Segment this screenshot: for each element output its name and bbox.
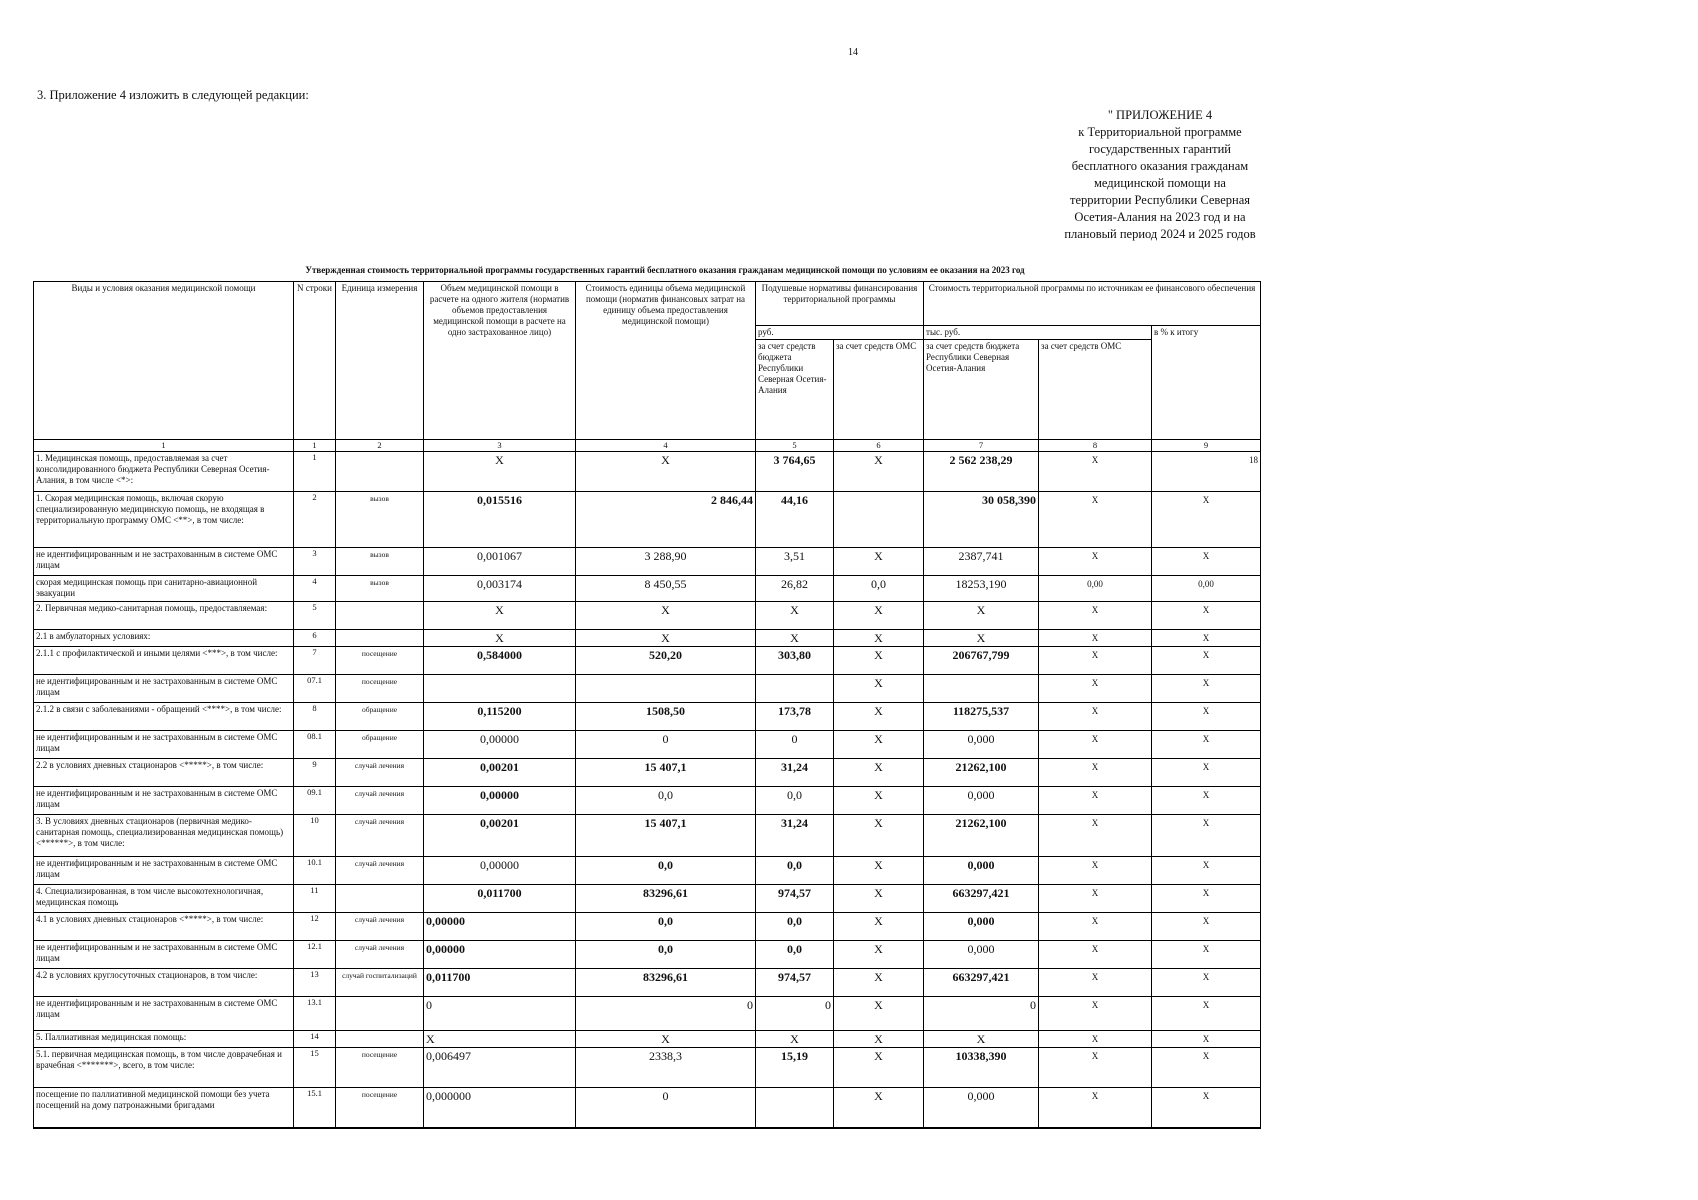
cell-col-4: 0,00000 — [424, 941, 576, 969]
cell-col-7: X — [834, 815, 924, 857]
cell-col-5: 2 846,44 — [576, 492, 756, 548]
cell-col-8: 21262,100 — [924, 759, 1039, 787]
cell-col-8: 2387,741 — [924, 548, 1039, 576]
cell-col-6 — [756, 1088, 834, 1128]
cell-col-6: 0,0 — [756, 913, 834, 941]
cell-col-4: X — [424, 602, 576, 630]
cell-col-9: X — [1039, 885, 1152, 913]
cell-col-10: X — [1152, 731, 1261, 759]
cell-col-7: 0,0 — [834, 576, 924, 602]
cell-col-7: X — [834, 759, 924, 787]
cell-col-1: 2.2 в условиях дневных стационаров <*****>, в том числе: — [34, 759, 294, 787]
cell-col-1: 1. Медицинская помощь, предоставляемая за счет консолидированного бюджета Республики Северная Осетия-Алания, в том числе <*>: — [34, 452, 294, 492]
table-row — [34, 647, 1261, 675]
cell-col-7: X — [834, 997, 924, 1031]
cell-col-9: X — [1039, 913, 1152, 941]
cell-col-3 — [336, 885, 424, 913]
cell-col-1: 2. Первичная медико-санитарная помощь, предоставляемая: — [34, 602, 294, 630]
cell-col-3: посещение — [336, 675, 424, 703]
cell-col-10: X — [1152, 885, 1261, 913]
header-cost: Стоимость единицы объема медицинской помощи (норматив финансовых затрат на единицу объема предоставления медицинской помощи) — [576, 282, 756, 440]
cell-col-4: 0,00000 — [424, 857, 576, 885]
cell-col-2: 1 — [294, 452, 336, 492]
cell-col-10: X — [1152, 997, 1261, 1031]
cell-col-5: X — [576, 452, 756, 492]
cell-col-5: 15 407,1 — [576, 759, 756, 787]
appendix-line: территории Республики Северная — [1070, 193, 1250, 207]
cell-col-9: X — [1039, 759, 1152, 787]
cell-col-8: 0,000 — [924, 787, 1039, 815]
cell-col-3: случай госпитализаций — [336, 969, 424, 997]
cell-col-6: 31,24 — [756, 759, 834, 787]
cell-col-7: X — [834, 941, 924, 969]
cell-col-9: 0,00 — [1039, 576, 1152, 602]
cell-col-4: 0,011700 — [424, 885, 576, 913]
header-percent: в % к итогу — [1152, 326, 1261, 440]
cell-col-5 — [576, 675, 756, 703]
cost-table — [33, 281, 1261, 1129]
cell-col-8: 0,000 — [924, 941, 1039, 969]
cell-col-7 — [834, 492, 924, 548]
cell-col-2: 6 — [294, 630, 336, 647]
cell-col-9: X — [1039, 703, 1152, 731]
table-row — [34, 941, 1261, 969]
cell-col-5: 0,0 — [576, 857, 756, 885]
table-row — [34, 576, 1261, 602]
cell-col-6: 0,0 — [756, 857, 834, 885]
cell-col-7: X — [834, 857, 924, 885]
cell-col-8 — [924, 675, 1039, 703]
cell-col-2: 5 — [294, 602, 336, 630]
table-row — [34, 1088, 1261, 1128]
cell-col-8: 30 058,390 — [924, 492, 1039, 548]
cell-col-3 — [336, 452, 424, 492]
cell-col-2: 07.1 — [294, 675, 336, 703]
cell-col-6: 15,19 — [756, 1048, 834, 1088]
cell-col-9: X — [1039, 857, 1152, 885]
appendix-line: плановый период 2024 и 2025 годов — [1064, 227, 1256, 241]
cell-col-1: не идентифицированным и не застрахованным в системе ОМС лицам — [34, 941, 294, 969]
cell-col-6: X — [756, 630, 834, 647]
cell-col-6: 0 — [756, 997, 834, 1031]
header-kind: Виды и условия оказания медицинской помощи — [34, 282, 294, 440]
appendix-line: " ПРИЛОЖЕНИЕ 4 — [1107, 108, 1213, 122]
cell-col-6: 0,0 — [756, 787, 834, 815]
col-number: 7 — [924, 440, 1039, 452]
cell-col-9: X — [1039, 941, 1152, 969]
cell-col-2: 08.1 — [294, 731, 336, 759]
header-by-source: Стоимость территориальной программы по источникам ее финансового обеспечения — [924, 282, 1261, 326]
cell-col-8: 663297,421 — [924, 885, 1039, 913]
col-number: 2 — [336, 440, 424, 452]
cell-col-4: 0,001067 — [424, 548, 576, 576]
cell-col-7: X — [834, 885, 924, 913]
appendix-line: государственных гарантий — [1089, 142, 1231, 156]
cell-col-3: посещение — [336, 647, 424, 675]
cell-col-2: 09.1 — [294, 787, 336, 815]
cell-col-7: X — [834, 675, 924, 703]
cell-col-3 — [336, 630, 424, 647]
table-row — [34, 630, 1261, 647]
cell-col-8: 0,000 — [924, 731, 1039, 759]
cell-col-9: X — [1039, 602, 1152, 630]
cell-col-6: 303,80 — [756, 647, 834, 675]
cell-col-4 — [424, 675, 576, 703]
cell-col-2: 9 — [294, 759, 336, 787]
cell-col-9: X — [1039, 815, 1152, 857]
cell-col-8: 0,000 — [924, 1088, 1039, 1128]
header-budget-rub: за счет средств бюджета Республики Северная Осетия-Алания — [756, 340, 834, 440]
cell-col-4: 0,011700 — [424, 969, 576, 997]
cell-col-8: 118275,537 — [924, 703, 1039, 731]
cell-col-7: X — [834, 913, 924, 941]
table-row — [34, 602, 1261, 630]
cell-col-1: 1. Скорая медицинская помощь, включая скорую специализированную медицинскую помощь, не входящая в территориальную программу ОМС <**>, в том числе: — [34, 492, 294, 548]
cell-col-3: обращение — [336, 731, 424, 759]
cell-col-10: 18 — [1152, 452, 1261, 492]
cell-col-6: 26,82 — [756, 576, 834, 602]
cell-col-3: случай лечения — [336, 815, 424, 857]
cell-col-10: X — [1152, 941, 1261, 969]
cell-col-1: не идентифицированным и не застрахованным в системе ОМС лицам — [34, 675, 294, 703]
cell-col-4: 0,000000 — [424, 1088, 576, 1128]
cell-col-9: X — [1039, 630, 1152, 647]
cell-col-1: не идентифицированным и не застрахованным в системе ОМС лицам — [34, 857, 294, 885]
cell-col-3: случай лечения — [336, 787, 424, 815]
cell-col-6: 31,24 — [756, 815, 834, 857]
cell-col-6: 974,57 — [756, 885, 834, 913]
table-row — [34, 703, 1261, 731]
table-row — [34, 731, 1261, 759]
cell-col-7: X — [834, 731, 924, 759]
cell-col-5: X — [576, 630, 756, 647]
cell-col-8: X — [924, 1031, 1039, 1048]
cell-col-5: 520,20 — [576, 647, 756, 675]
cell-col-7: X — [834, 969, 924, 997]
table-row — [34, 1031, 1261, 1048]
cell-col-4: 0,00201 — [424, 759, 576, 787]
cell-col-2: 10 — [294, 815, 336, 857]
cell-col-9: X — [1039, 731, 1152, 759]
cell-col-5: 0 — [576, 997, 756, 1031]
cell-col-8: 2 562 238,29 — [924, 452, 1039, 492]
cell-col-6: 3 764,65 — [756, 452, 834, 492]
cell-col-4: 0,003174 — [424, 576, 576, 602]
cell-col-2: 8 — [294, 703, 336, 731]
cell-col-1: 5.1. первичная медицинская помощь, в том числе доврачебная и врачебная <*******>, всего, в том числе: — [34, 1048, 294, 1088]
cell-col-3: посещение — [336, 1088, 424, 1128]
cell-col-5: 0,0 — [576, 787, 756, 815]
table-row — [34, 997, 1261, 1031]
cell-col-5: 1508,50 — [576, 703, 756, 731]
cell-col-10: X — [1152, 1088, 1261, 1128]
cell-col-9: X — [1039, 548, 1152, 576]
table-row — [34, 492, 1261, 548]
cell-col-2: 15 — [294, 1048, 336, 1088]
header-line-no: N строки — [294, 282, 336, 440]
cell-col-2: 3 — [294, 548, 336, 576]
cell-col-4: X — [424, 1031, 576, 1048]
cell-col-1: не идентифицированным и не застрахованным в системе ОМС лицам — [34, 997, 294, 1031]
cell-col-10: X — [1152, 647, 1261, 675]
cell-col-4: 0,00000 — [424, 787, 576, 815]
cell-col-7: X — [834, 452, 924, 492]
cell-col-6: 0 — [756, 731, 834, 759]
cell-col-1: 5. Паллиативная медицинская помощь: — [34, 1031, 294, 1048]
table-row — [34, 787, 1261, 815]
header-rub: руб. — [756, 326, 924, 340]
appendix-line: медицинской помощи на — [1093, 176, 1226, 190]
table-row — [34, 857, 1261, 885]
cell-col-7: X — [834, 1048, 924, 1088]
cell-col-9: X — [1039, 452, 1152, 492]
cell-col-1: 4.2 в условиях круглосуточных стационаров, в том числе: — [34, 969, 294, 997]
cell-col-6: X — [756, 1031, 834, 1048]
cell-col-1: 2.1.1 с профилактической и иными целями <***>, в том числе: — [34, 647, 294, 675]
cell-col-9: X — [1039, 675, 1152, 703]
cell-col-4: 0,00000 — [424, 731, 576, 759]
cell-col-3: случай лечения — [336, 759, 424, 787]
cell-col-6: 173,78 — [756, 703, 834, 731]
page-number: 14 — [848, 47, 858, 58]
cell-col-9: X — [1039, 1031, 1152, 1048]
cell-col-10: X — [1152, 787, 1261, 815]
table-title: Утвержденная стоимость территориальной программы государственных гарантий бесплатного оказания гражданам медицинской помощи по условиям ее оказания на 2023 год — [305, 265, 1025, 275]
cell-col-2: 12.1 — [294, 941, 336, 969]
table-row — [34, 969, 1261, 997]
cell-col-4: 0,584000 — [424, 647, 576, 675]
cell-col-7: X — [834, 602, 924, 630]
table-row — [34, 1048, 1261, 1088]
cell-col-10: X — [1152, 1048, 1261, 1088]
table-row — [34, 913, 1261, 941]
table-row — [34, 452, 1261, 492]
cell-col-8: 0 — [924, 997, 1039, 1031]
cell-col-3 — [336, 997, 424, 1031]
intro-text: 3. Приложение 4 изложить в следующей редакции: — [37, 88, 309, 102]
cell-col-1: 4. Специализированная, в том числе высокотехнологичная, медицинская помощь — [34, 885, 294, 913]
cell-col-8: 0,000 — [924, 913, 1039, 941]
appendix-line: к Территориальной программе — [1078, 125, 1242, 139]
cell-col-10: X — [1152, 1031, 1261, 1048]
header-per-capita: Подушевые нормативы финансирования территориальной программы — [756, 282, 924, 326]
cell-col-7: X — [834, 548, 924, 576]
cell-col-9: X — [1039, 1088, 1152, 1128]
cell-col-5: 8 450,55 — [576, 576, 756, 602]
cell-col-4: 0,00000 — [424, 913, 576, 941]
cell-col-10: X — [1152, 703, 1261, 731]
cell-col-3: случай лечения — [336, 941, 424, 969]
col-number: 1 — [294, 440, 336, 452]
table-row — [34, 548, 1261, 576]
cell-col-4: X — [424, 630, 576, 647]
appendix-header — [1045, 107, 1275, 243]
cell-col-10: X — [1152, 492, 1261, 548]
cell-col-8: 0,000 — [924, 857, 1039, 885]
col-number: 9 — [1152, 440, 1261, 452]
cell-col-8: 18253,190 — [924, 576, 1039, 602]
cell-col-4: 0,006497 — [424, 1048, 576, 1088]
cell-col-9: X — [1039, 969, 1152, 997]
cell-col-8: X — [924, 602, 1039, 630]
cell-col-1: не идентифицированным и не застрахованным в системе ОМС лицам — [34, 787, 294, 815]
cell-col-2: 13 — [294, 969, 336, 997]
cell-col-7: X — [834, 703, 924, 731]
cell-col-7: X — [834, 1031, 924, 1048]
cell-col-3 — [336, 1031, 424, 1048]
cell-col-5: 0,0 — [576, 913, 756, 941]
table-body — [34, 452, 1261, 1128]
cell-col-8: 206767,799 — [924, 647, 1039, 675]
col-number: 8 — [1039, 440, 1152, 452]
cell-col-6 — [756, 675, 834, 703]
cell-col-3 — [336, 602, 424, 630]
cell-col-1: посещение по паллиативной медицинской помощи без учета посещений на дому патронажными бригадами — [34, 1088, 294, 1128]
cell-col-10: X — [1152, 630, 1261, 647]
appendix-line: Осетия-Алания на 2023 год и на — [1074, 210, 1246, 224]
cell-col-2: 11 — [294, 885, 336, 913]
cell-col-3: посещение — [336, 1048, 424, 1088]
cell-col-10: X — [1152, 815, 1261, 857]
col-number: 1 — [34, 440, 294, 452]
cell-col-2: 10.1 — [294, 857, 336, 885]
cell-col-5: 83296,61 — [576, 969, 756, 997]
cell-col-1: 2.1 в амбулаторных условиях: — [34, 630, 294, 647]
cell-col-3: обращение — [336, 703, 424, 731]
cell-col-3: вызов — [336, 576, 424, 602]
col-number: 5 — [756, 440, 834, 452]
cell-col-10: X — [1152, 857, 1261, 885]
cell-col-9: X — [1039, 647, 1152, 675]
cell-col-2: 12 — [294, 913, 336, 941]
table-row — [34, 815, 1261, 857]
cell-col-10: 0,00 — [1152, 576, 1261, 602]
col-number: 6 — [834, 440, 924, 452]
cell-col-5: 0 — [576, 731, 756, 759]
cell-col-10: X — [1152, 759, 1261, 787]
col-number: 3 — [424, 440, 576, 452]
cell-col-2: 2 — [294, 492, 336, 548]
cell-col-3: случай лечения — [336, 913, 424, 941]
cell-col-9: X — [1039, 1048, 1152, 1088]
cell-col-6: 0,0 — [756, 941, 834, 969]
header-unit: Единица измерения — [336, 282, 424, 440]
cell-col-5: 15 407,1 — [576, 815, 756, 857]
cell-col-4: 0,00201 — [424, 815, 576, 857]
cell-col-1: скорая медицинская помощь при санитарно-авиационной эвакуации — [34, 576, 294, 602]
cell-col-2: 14 — [294, 1031, 336, 1048]
cell-col-9: X — [1039, 492, 1152, 548]
cell-col-2: 4 — [294, 576, 336, 602]
cell-col-2: 7 — [294, 647, 336, 675]
cell-col-10: X — [1152, 602, 1261, 630]
cell-col-8: 10338,390 — [924, 1048, 1039, 1088]
cell-col-5: 2338,3 — [576, 1048, 756, 1088]
cell-col-7: X — [834, 1088, 924, 1128]
cell-col-8: X — [924, 630, 1039, 647]
appendix-line: бесплатного оказания гражданам — [1071, 159, 1249, 173]
col-number: 4 — [576, 440, 756, 452]
cell-col-5: X — [576, 1031, 756, 1048]
cell-col-7: X — [834, 647, 924, 675]
cell-col-6: 44,16 — [756, 492, 834, 548]
cell-col-5: X — [576, 602, 756, 630]
cell-col-5: 0,0 — [576, 941, 756, 969]
cell-col-3: случай лечения — [336, 857, 424, 885]
cell-col-1: 2.1.2 в связи с заболеваниями - обращений <****>, в том числе: — [34, 703, 294, 731]
cell-col-10: X — [1152, 675, 1261, 703]
cell-col-5: 83296,61 — [576, 885, 756, 913]
cell-col-5: 3 288,90 — [576, 548, 756, 576]
cell-col-4: 0,115200 — [424, 703, 576, 731]
cell-col-7: X — [834, 787, 924, 815]
table-row — [34, 885, 1261, 913]
cell-col-8: 21262,100 — [924, 815, 1039, 857]
cell-col-2: 13.1 — [294, 997, 336, 1031]
cell-col-10: X — [1152, 548, 1261, 576]
cell-col-6: X — [756, 602, 834, 630]
cell-col-7: X — [834, 630, 924, 647]
cell-col-6: 3,51 — [756, 548, 834, 576]
header-budget-thous: за счет средств бюджета Республики Северная Осетия-Алания — [924, 340, 1039, 440]
header-volume: Объем медицинской помощи в расчете на одного жителя (норматив объемов предоставления медицинской помощи в расчете на одно застрахованное лицо) — [424, 282, 576, 440]
cell-col-1: не идентифицированным и не застрахованным в системе ОМС лицам — [34, 731, 294, 759]
cell-col-10: X — [1152, 913, 1261, 941]
header-thous-rub: тыс. руб. — [924, 326, 1152, 340]
cell-col-5: 0 — [576, 1088, 756, 1128]
cell-col-4: 0 — [424, 997, 576, 1031]
cell-col-3: вызов — [336, 492, 424, 548]
cell-col-1: 4.1 в условиях дневных стационаров <*****>, в том числе: — [34, 913, 294, 941]
table-header — [34, 282, 1261, 452]
header-oms-thous: за счет средств ОМС — [1039, 340, 1152, 440]
cell-col-2: 15.1 — [294, 1088, 336, 1128]
cell-col-10: X — [1152, 969, 1261, 997]
table-row — [34, 759, 1261, 787]
table-row — [34, 675, 1261, 703]
cell-col-1: 3. В условиях дневных стационаров (первичная медико-санитарная помощь, специализированная медицинская помощь) <******>, в том числе: — [34, 815, 294, 857]
cell-col-9: X — [1039, 997, 1152, 1031]
header-oms-rub: за счет средств ОМС — [834, 340, 924, 440]
cell-col-8: 663297,421 — [924, 969, 1039, 997]
cell-col-4: 0,015516 — [424, 492, 576, 548]
cell-col-9: X — [1039, 787, 1152, 815]
cell-col-3: вызов — [336, 548, 424, 576]
cell-col-6: 974,57 — [756, 969, 834, 997]
cell-col-1: не идентифицированным и не застрахованным в системе ОМС лицам — [34, 548, 294, 576]
cell-col-4: X — [424, 452, 576, 492]
